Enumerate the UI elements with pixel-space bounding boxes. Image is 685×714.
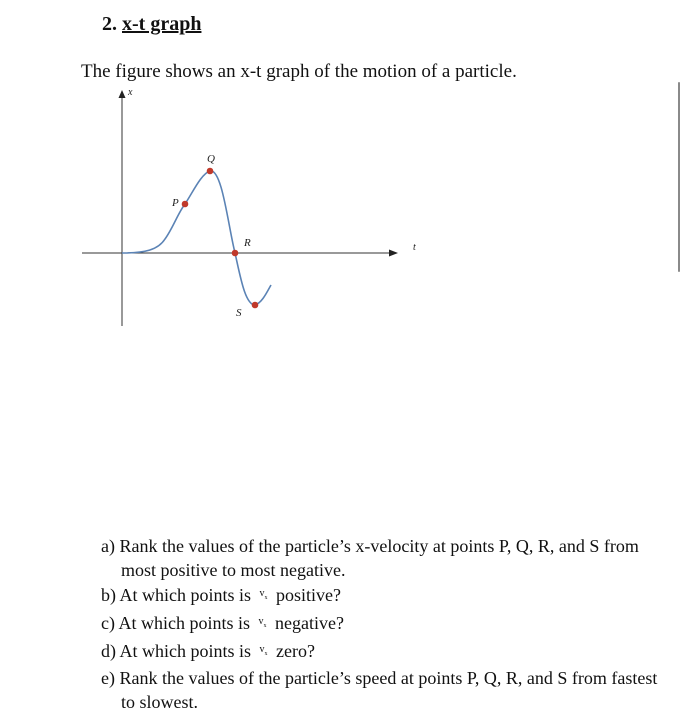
question-c: c) At which points is $v_x$ negative? <box>101 610 661 638</box>
point-q-label: Q <box>207 153 215 165</box>
problem-title: x-t graph <box>122 13 202 35</box>
question-a: a) Rank the values of the particle’s x-velocity at points P, Q, R, and S from most positive to most negative. <box>101 536 639 580</box>
xt-graph <box>0 0 685 340</box>
point-q <box>207 168 214 175</box>
question-e: e) Rank the values of the particle’s speed at points P, Q, R, and S from fastest to slowest. <box>101 668 658 712</box>
point-p <box>182 201 189 208</box>
vx-symbol: $v_x$ <box>258 616 267 629</box>
t-axis-arrowhead <box>389 250 398 257</box>
problem-intro: The figure shows an x-t graph of the motion of a particle. <box>81 61 517 82</box>
y-axis-label: x <box>128 87 133 98</box>
point-s <box>252 302 259 309</box>
question-list <box>101 534 661 714</box>
x-axis-label: t <box>413 242 416 253</box>
point-r <box>232 250 239 257</box>
question-b: b) At which points is $v_x$ positive? <box>101 582 661 610</box>
scrollbar[interactable] <box>678 82 680 272</box>
vx-symbol: $v_x$ <box>259 588 268 601</box>
problem-number: 2. <box>102 13 117 35</box>
vx-symbol: $v_x$ <box>259 644 268 657</box>
x-axis-arrowhead <box>119 90 126 98</box>
point-p-label: P <box>172 197 179 209</box>
question-d: d) At which points is $v_x$ zero? <box>101 638 661 666</box>
point-s-label: S <box>236 307 242 319</box>
point-r-label: R <box>244 237 251 249</box>
